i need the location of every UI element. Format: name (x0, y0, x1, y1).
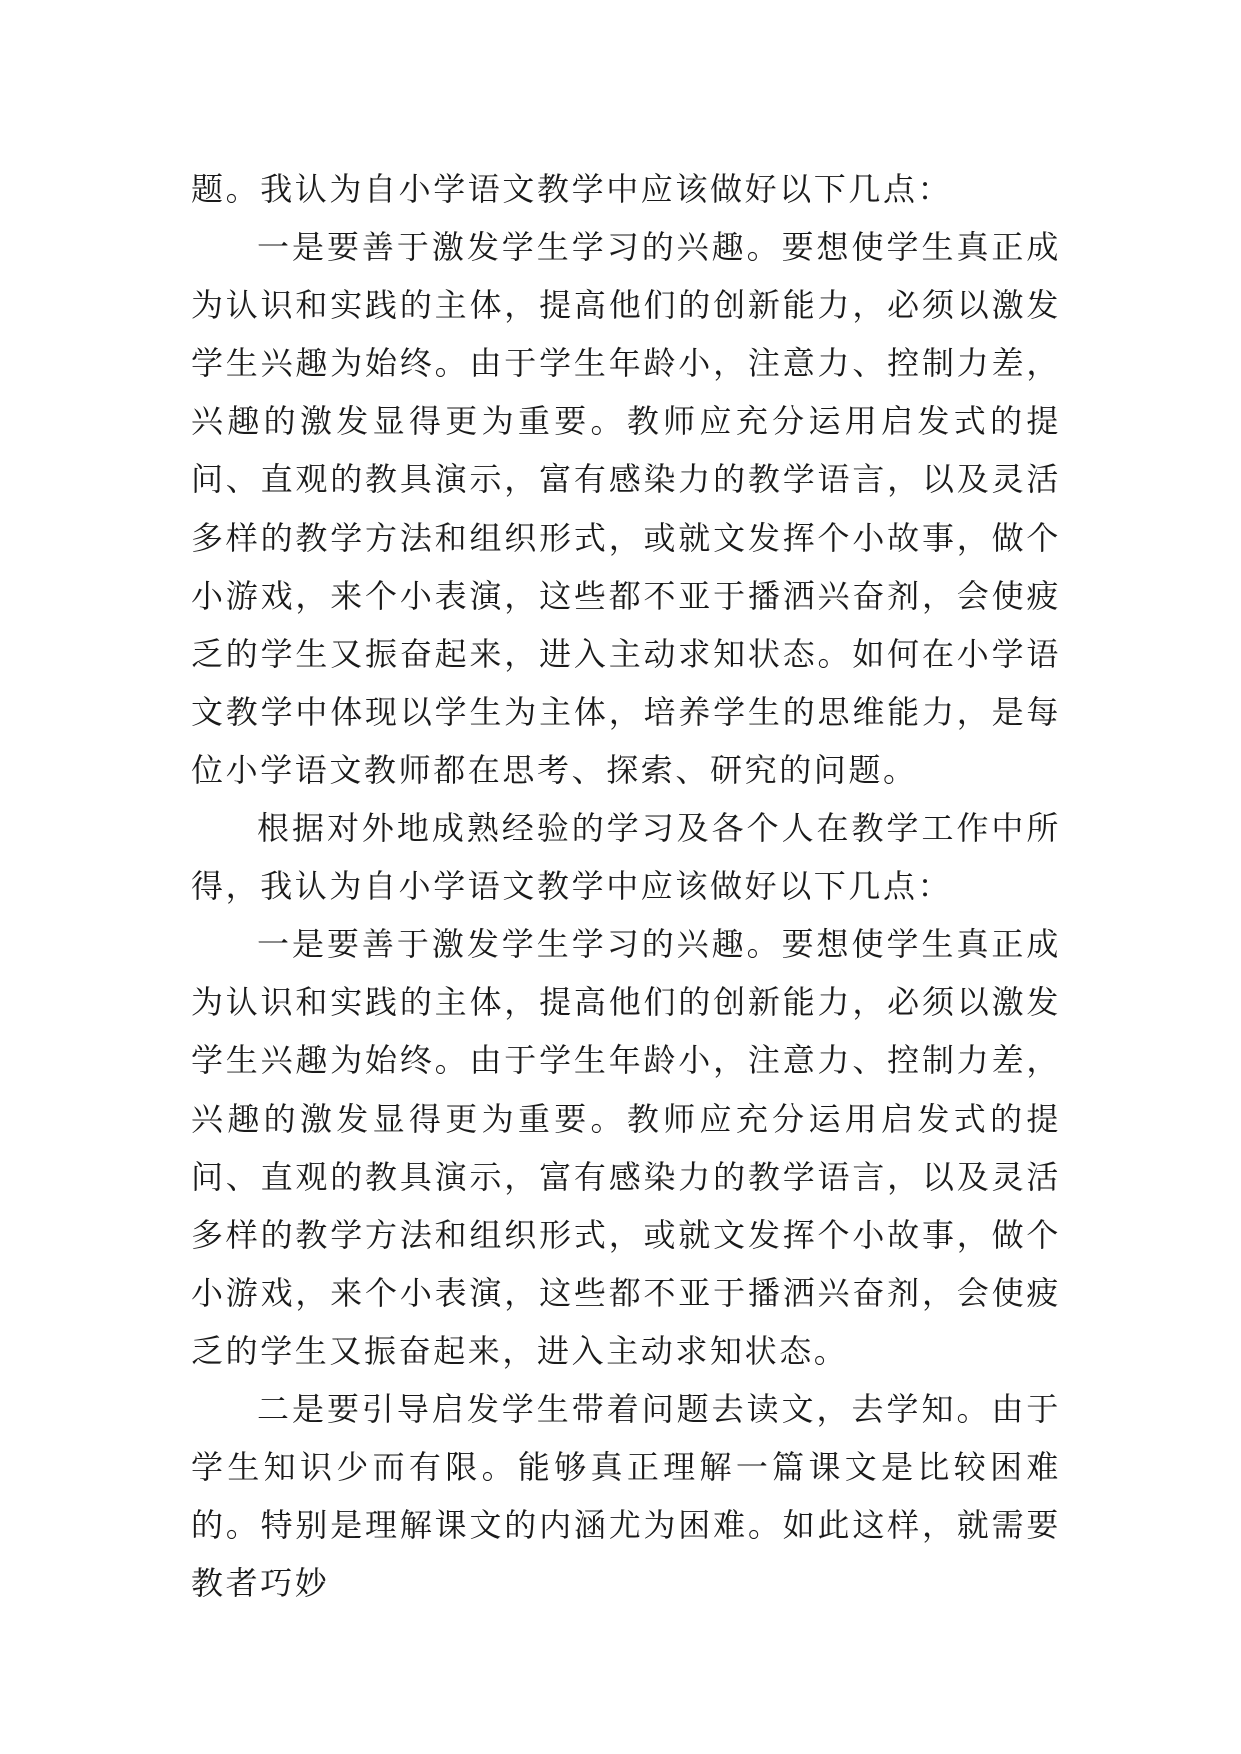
paragraph-interest-repeat: 一是要善于激发学生学习的兴趣。要想使学生真正成为认识和实践的主体，提高他们的创新能力，必须以激发学生兴趣为始终。由于学生年龄小，注意力、控制力差，兴趣的激发显得更为重要。教师应充分运用启发式的提问、直观的教具演示，富有感染力的教学语言，以及灵活多样的教学方法和组织形式，或就文发挥个小故事，做个小游戏，来个小表演，这些都不亚于播洒兴奋剂，会使疲乏的学生又振奋起来，进入主动求知状态。 (191, 925, 1061, 1370)
document-body (191, 160, 1061, 1612)
paragraph-experience: 根据对外地成熟经验的学习及各个人在教学工作中所得，我认为自小学语文教学中应该做好以下几点： (191, 809, 1061, 906)
paragraph-guide-questions: 二是要引导启发学生带着问题去读文，去学知。由于学生知识少而有限。能够真正理解一篇课文是比较困难的。特别是理解课文的内涵尤为困难。如此这样，就需要教者巧妙 (191, 1389, 1061, 1603)
paragraph-continuation: 题。我认为自小学语文教学中应该做好以下几点： (191, 170, 953, 208)
paragraph-interest-intro: 一是要善于激发学生学习的兴趣。要想使学生真正成为认识和实践的主体，提高他们的创新能力，必须以激发学生兴趣为始终。由于学生年龄小，注意力、控制力差，兴趣的激发显得更为重要。教师应充分运用启发式的提问、直观的教具演示，富有感染力的教学语言，以及灵活多样的教学方法和组织形式，或就文发挥个小故事，做个小游戏，来个小表演，这些都不亚于播洒兴奋剂，会使疲乏的学生又振奋起来，进入主动求知状态。如何在小学语文教学中体现以学生为主体，培养学生的思维能力，是每位小学语文教师都在思考、探索、研究的问题。 (191, 228, 1061, 789)
